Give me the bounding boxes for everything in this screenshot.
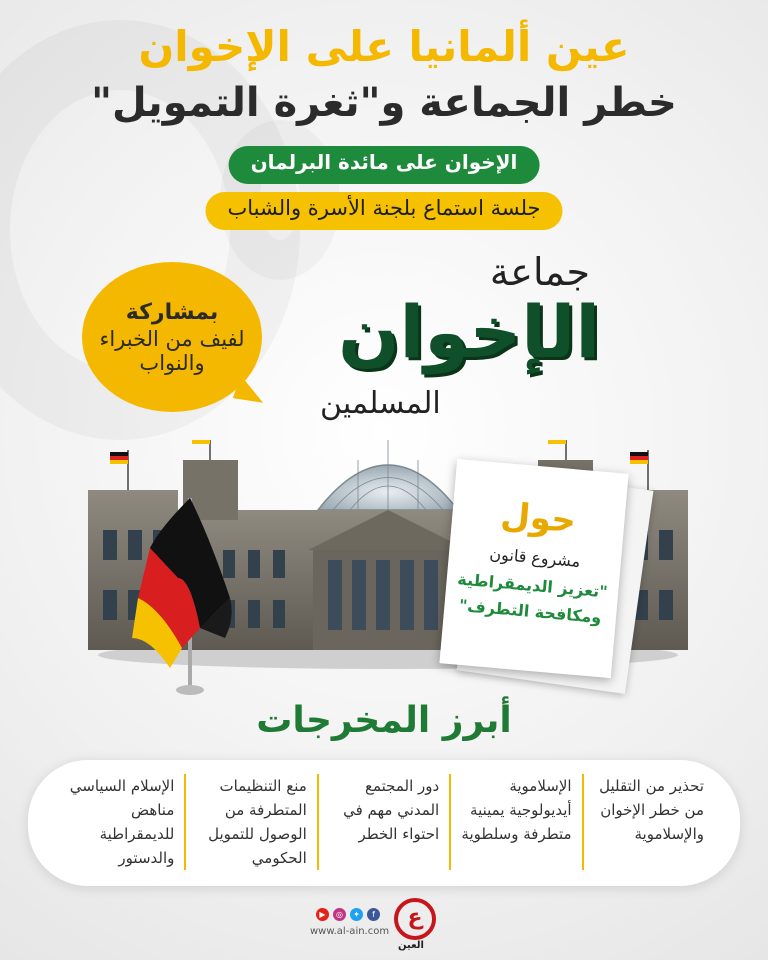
parliament-badge: الإخوان على مائدة البرلمان [229, 146, 540, 184]
paper-heading: حول [499, 494, 578, 542]
output-item: تحذير من التقليل من خطر الإخوان والإسلاموية [582, 774, 714, 870]
paper-line2: "تعزيز الديمقراطية [456, 569, 609, 602]
headline-line2: خطر الجماعة و"ثغرة التمويل" [91, 80, 677, 126]
paper-line1: مشروع قانون [488, 544, 582, 571]
instagram-icon[interactable]: ◎ [333, 908, 346, 921]
bill-paper-note [439, 459, 628, 678]
bubble-line3: والنواب [139, 350, 205, 375]
footer [300, 896, 480, 952]
paper-line3: ومكافحة التطرف" [458, 595, 603, 628]
output-item: دور المجتمع المدني مهم في احتواء الخطر [317, 774, 449, 870]
output-item: منع التنظيمات المتطرفة من الوصول للتمويل الحكومي [184, 774, 316, 870]
logo-word-brotherhood: الإخوان [338, 290, 600, 374]
facebook-icon[interactable]: f [367, 908, 380, 921]
al-ain-logo: ع [394, 898, 436, 940]
bubble-line2: لفيف من الخبراء [99, 326, 245, 351]
outputs-heading: أبرز المخرجات [256, 700, 512, 741]
al-ain-brand: العين [398, 940, 424, 951]
logo-word-muslims: المسلمين [320, 386, 441, 421]
social-icons [316, 908, 380, 921]
outputs-panel [28, 760, 740, 886]
participants-speech-bubble [82, 262, 262, 412]
site-url[interactable]: www.al-ain.com [310, 926, 390, 937]
hearing-badge: جلسة استماع بلجنة الأسرة والشباب [205, 192, 562, 230]
brotherhood-logo [300, 250, 600, 430]
output-item: الإسلاموية أيديولوجية يمينية متطرفة وسلطوية [449, 774, 581, 870]
output-item: الإسلام السياسي مناهض للديمقراطية والدستور [69, 777, 175, 867]
logo-word-group: جماعة [489, 250, 590, 294]
bubble-line1: بمشاركة [125, 299, 219, 325]
headline-line1: عين ألمانيا على الإخوان [138, 22, 630, 71]
german-flag-icon [130, 488, 250, 698]
youtube-icon[interactable]: ▶ [316, 908, 329, 921]
twitter-icon[interactable]: ✦ [350, 908, 363, 921]
